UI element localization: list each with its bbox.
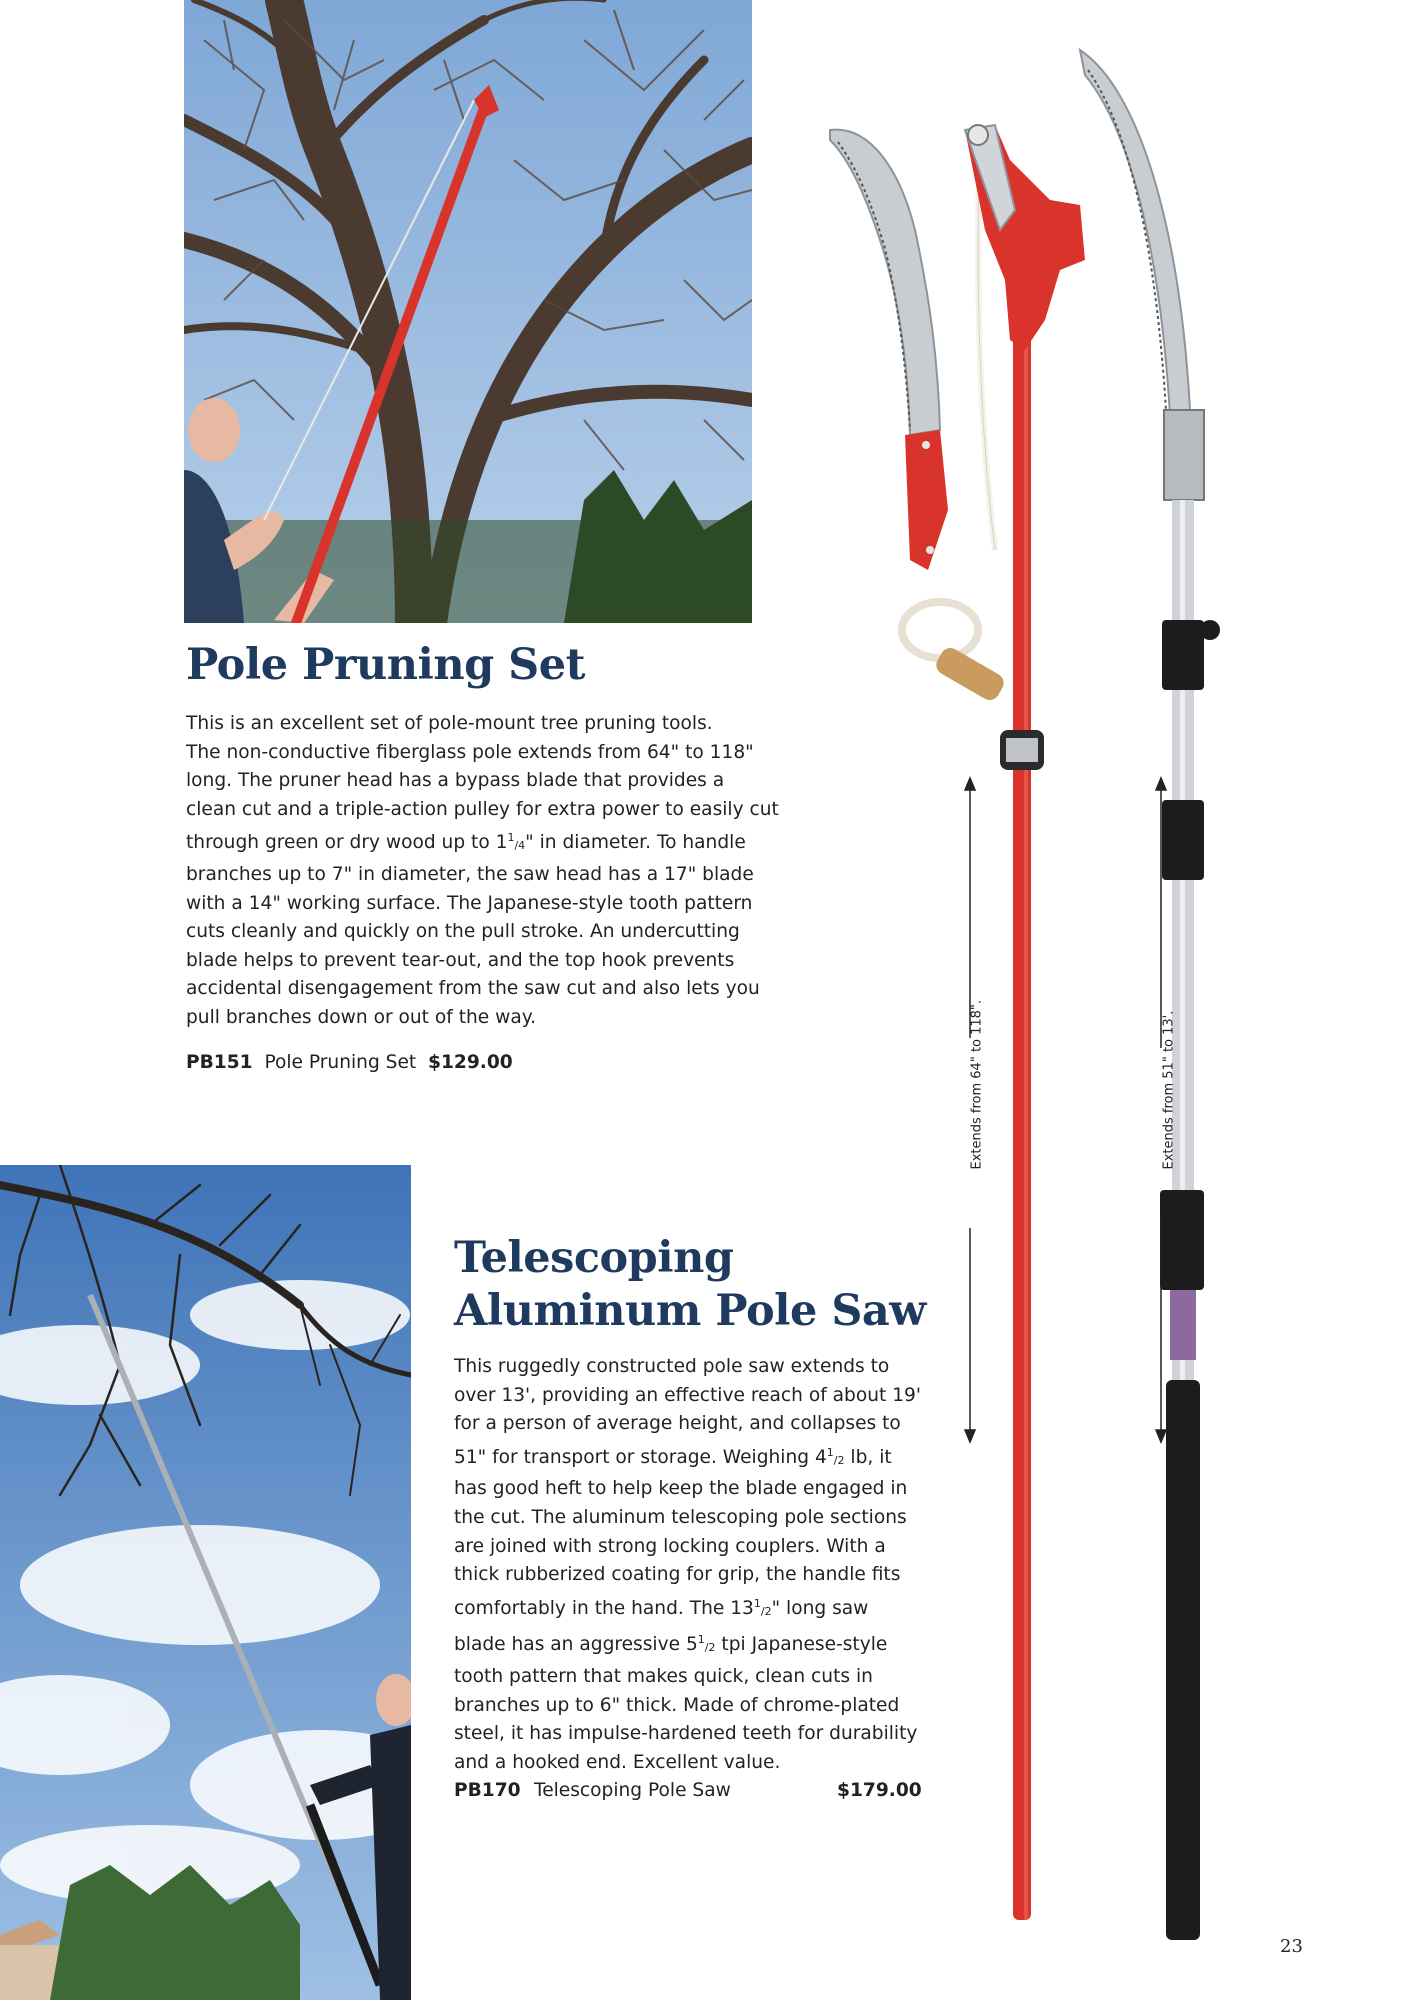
pole-pruning-set-order-line <box>186 1052 513 1073</box>
description-line: blade has an aggressive $5^1_{/2}$ tpi Japanese-style <box>454 1633 888 1656</box>
description-line: has good heft to help keep the blade engaged in <box>454 1478 908 1500</box>
description-line: are joined with strong locking couplers. With a <box>454 1535 886 1557</box>
title-line: Aluminum Pole Saw <box>454 1286 926 1336</box>
description-line: long. The pruner head has a bypass blade that provides a <box>186 770 725 792</box>
pole-saw-illustration <box>0 1165 411 2000</box>
tree-pruning-illustration <box>184 0 752 623</box>
description-line: The non-conductive fiberglass pole extends from 64" to 118" <box>186 741 754 763</box>
description-line: tooth pattern that makes quick, clean cuts in <box>454 1665 873 1687</box>
sku: PB151 <box>186 1052 253 1073</box>
description-line: over 13', providing an effective reach of about 19' <box>454 1384 921 1406</box>
description-line: through green or dry wood up to $1^1_{/4}$" in diameter. To handle <box>186 831 746 854</box>
telescoping-pole-saw <box>1080 50 1220 1940</box>
description-line: for a person of average height, and collapses to <box>454 1413 901 1435</box>
pruning-saw-head <box>830 130 948 570</box>
pole-pruning-set-title: Pole Pruning Set <box>186 640 585 690</box>
description-line: blade helps to prevent tear-out, and the top hook prevents <box>186 949 735 971</box>
description-line: cuts cleanly and quickly on the pull stroke. An undercutting <box>186 921 740 943</box>
pruning-pole-dimension-label: Extends from 64" to 118". <box>969 999 985 1170</box>
description-line: 51" for transport or storage. Weighing $4^1_{/2}$ lb, it <box>454 1445 892 1468</box>
description-line: branches up to 6" thick. Made of chrome-plated <box>454 1694 900 1716</box>
dimension-arrows <box>965 778 1166 1442</box>
pruning-set-photo <box>184 0 752 623</box>
description-line: steel, it has impulse-hardened teeth for durability <box>454 1723 918 1745</box>
sku: PB170 <box>454 1780 521 1801</box>
price: $129.00 <box>428 1052 513 1073</box>
description-line: comfortably in the hand. The $13^1_{/2}$" long saw <box>454 1596 869 1619</box>
page-number: 23 <box>1280 1936 1303 1957</box>
pole-pruning-set-description <box>186 710 779 1033</box>
product-name: Telescoping Pole Saw <box>534 1780 731 1801</box>
description-line: This is an excellent set of pole-mount tree pruning tools. <box>186 713 713 734</box>
description-line: accidental disengagement from the saw cut and also lets you <box>186 978 760 1000</box>
pole-saw-photo <box>0 1165 411 2000</box>
description-line: and a hooked end. Excellent value. <box>454 1751 781 1773</box>
description-line: branches up to 7" in diameter, the saw head has a 17" blade <box>186 863 754 885</box>
title-line: Telescoping <box>454 1233 734 1283</box>
tools-product-illustration <box>780 30 1300 1960</box>
description-line: pull branches down or out of the way. <box>186 1006 536 1028</box>
description-line: the cut. The aluminum telescoping pole sections <box>454 1506 907 1528</box>
description-line: thick rubberized coating for grip, the handle fits <box>454 1564 901 1586</box>
price: $179.00 <box>837 1780 922 1801</box>
description-line: with a 14" working surface. The Japanese-style tooth pattern <box>186 892 753 914</box>
product-name: Pole Pruning Set <box>264 1052 417 1073</box>
pole-saw-dimension-label: Extends from 51" to 13'. <box>1161 1010 1177 1170</box>
description-line: This ruggedly constructed pole saw extends to <box>454 1356 890 1377</box>
description-line: clean cut and a triple-action pulley for extra power to easily cut <box>186 798 779 820</box>
